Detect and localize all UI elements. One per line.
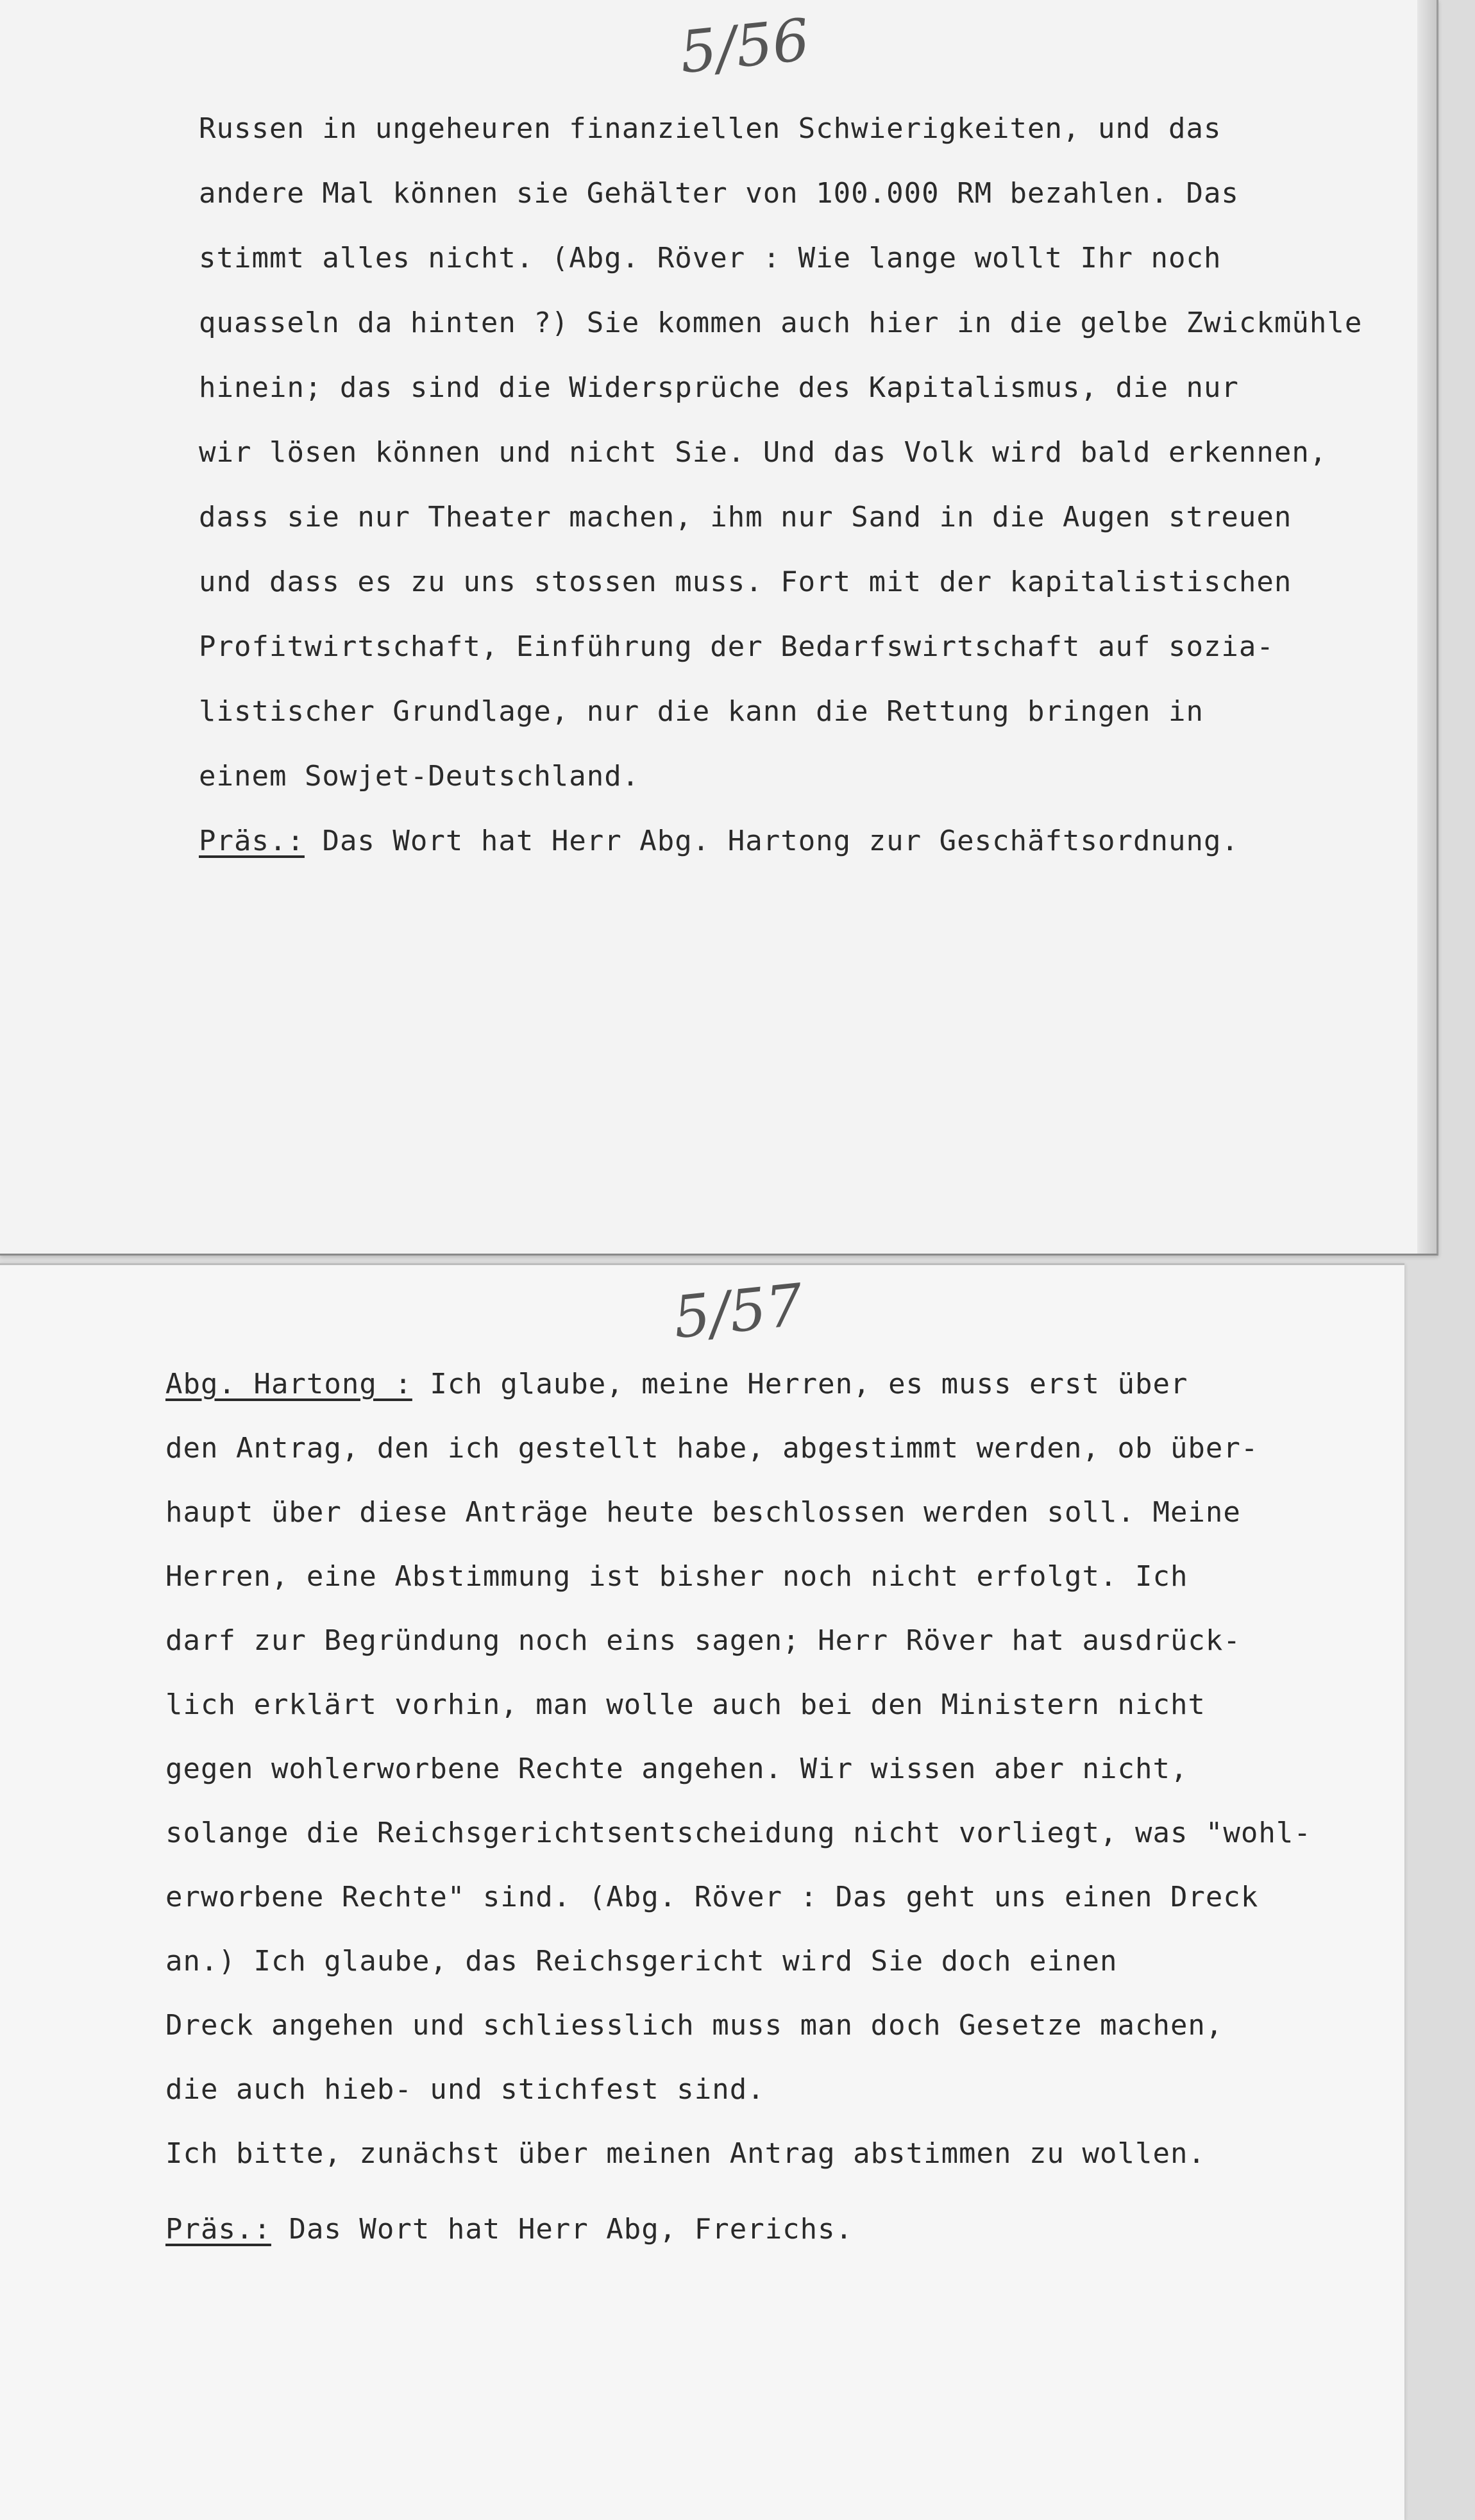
text-line: hinein; das sind die Widersprüche des Kapitalismus, die nur bbox=[199, 371, 1239, 404]
text-line: Profitwirtschaft, Einführung der Bedarfswirtschaft auf sozia- bbox=[199, 630, 1274, 663]
text-line: lich erklärt vorhin, man wolle auch bei den Ministern nicht bbox=[165, 1688, 1206, 1721]
text-line: die auch hieb- und stichfest sind. bbox=[165, 2073, 765, 2106]
speaker-label: Abg. Hartong : bbox=[165, 1368, 412, 1400]
text-line: an.) Ich glaube, das Reichsgericht wird Sie doch einen bbox=[165, 1945, 1118, 1978]
speaker-text: Das Wort hat Herr Abg, Frerichs. bbox=[289, 2213, 854, 2246]
speaker-label: Präs.: bbox=[165, 2213, 271, 2246]
text-block-top bbox=[199, 112, 1424, 889]
text-line: dass sie nur Theater machen, ihm nur Sand in die Augen streuen bbox=[199, 501, 1292, 533]
text-line: erworbene Rechte" sind. (Abg. Röver : Das geht uns einen Dreck bbox=[165, 1881, 1259, 1913]
text-line: einem Sowjet-Deutschland. bbox=[199, 760, 640, 793]
speaker-line bbox=[199, 825, 1424, 889]
text-line: Herren, eine Abstimmung ist bisher noch nicht erfolgt. Ich bbox=[165, 1560, 1188, 1593]
document-page-top bbox=[0, 0, 1438, 1256]
page-number: 5/57 bbox=[670, 1271, 807, 1352]
text-line: solange die Reichsgerichtsentscheidung nicht vorliegt, was "wohl- bbox=[165, 1817, 1311, 1849]
speaker-text: Das Wort hat Herr Abg. Hartong zur Geschäftsordnung. bbox=[322, 825, 1239, 857]
speaker-label: Präs.: bbox=[199, 825, 305, 857]
text-line: Ich bitte, zunächst über meinen Antrag abstimmen zu wollen. bbox=[165, 2137, 1206, 2170]
text-line: darf zur Begründung noch eins sagen; Herr Röver hat ausdrück- bbox=[165, 1624, 1241, 1657]
text-line: listischer Grundlage, nur die kann die Rettung bringen in bbox=[199, 695, 1204, 728]
document-page-bottom bbox=[0, 1263, 1404, 2520]
text-block-bottom bbox=[165, 1368, 1384, 2277]
text-line: Dreck angehen und schliesslich muss man doch Gesetze machen, bbox=[165, 2009, 1224, 2042]
page-number: 5/56 bbox=[677, 6, 813, 87]
text-line: und dass es zu uns stossen muss. Fort mit der kapitalistischen bbox=[199, 566, 1292, 598]
text-line: andere Mal können sie Gehälter von 100.000 RM bezahlen. Das bbox=[199, 177, 1239, 210]
text-line: wir lösen können und nicht Sie. Und das Volk wird bald erkennen, bbox=[199, 436, 1328, 469]
speaker-line bbox=[165, 2213, 1384, 2277]
speaker-line bbox=[165, 1368, 1384, 1432]
text-line: Russen in ungeheuren finanziellen Schwierigkeiten, und das bbox=[199, 112, 1222, 145]
text-line: haupt über diese Anträge heute beschlossen werden soll. Meine bbox=[165, 1496, 1241, 1529]
text-line: den Antrag, den ich gestellt habe, abgestimmt werden, ob über- bbox=[165, 1432, 1259, 1465]
text-line: quasseln da hinten ?) Sie kommen auch hier in die gelbe Zwickmühle bbox=[199, 307, 1363, 339]
text-line: gegen wohlerworbene Rechte angehen. Wir wissen aber nicht, bbox=[165, 1752, 1188, 1785]
text-line: stimmt alles nicht. (Abg. Röver : Wie lange wollt Ihr noch bbox=[199, 242, 1222, 274]
speaker-text: Ich glaube, meine Herren, es muss erst über bbox=[430, 1368, 1188, 1400]
